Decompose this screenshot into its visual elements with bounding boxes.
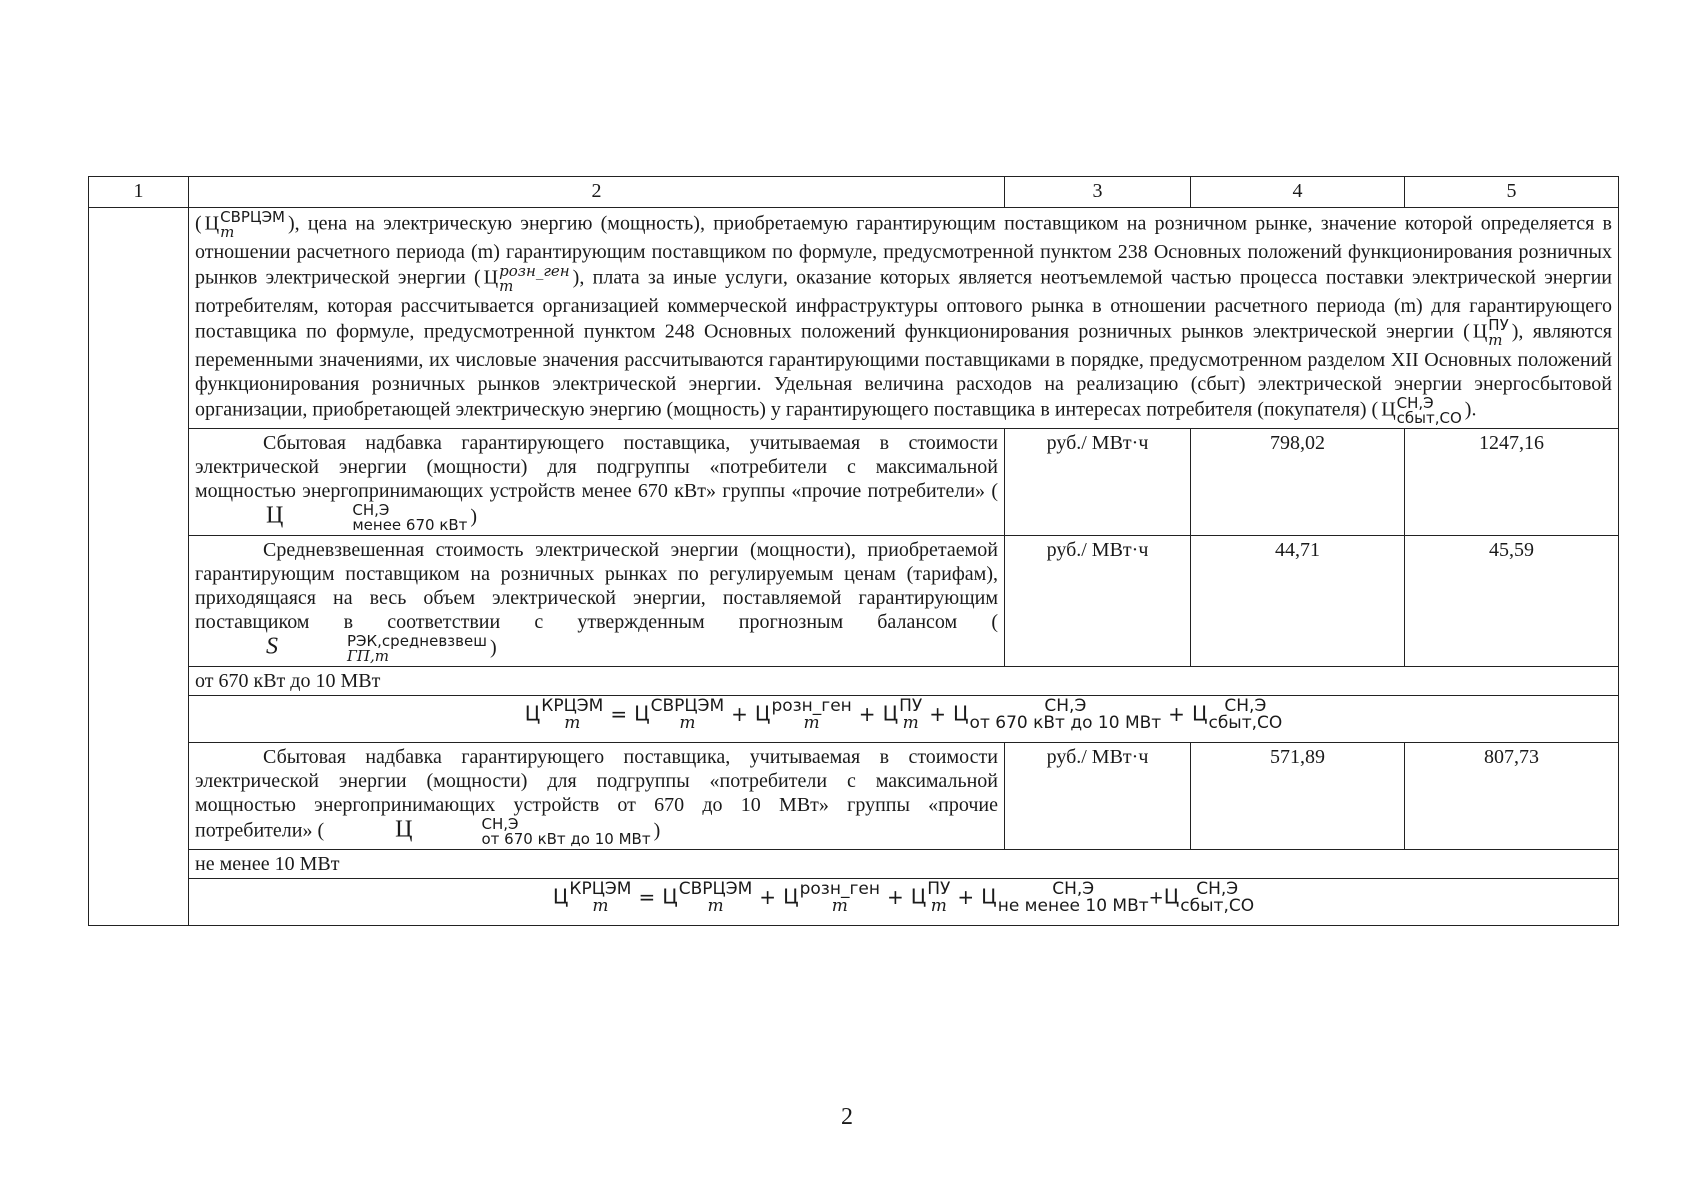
section-row: [89, 667, 1619, 696]
col-header-4: 4: [1191, 177, 1405, 208]
formula-less-670: Ц СН,Э менее 670 кВт: [266, 501, 468, 534]
table-row: [89, 536, 1619, 667]
col-header-1: 1: [89, 177, 189, 208]
table-row: [89, 743, 1619, 850]
col-header-2: 2: [189, 177, 1005, 208]
section-row: [89, 850, 1619, 879]
section-label: от 670 кВт до 10 МВт: [189, 667, 1619, 696]
intro-text: ( Ц СВРЦЭМ m ), цена на электрическую энергию (мощность), приобретаемую гарантирующим поставщиком на розничном рынке, значение которой определяется в отношении расчетного периода (m) гарантирующим поставщиком по формуле, предусмотренной пунктом 238 Основных положений функционирования розничных рынков электрической энергии ( Ц розн_ген m ), плата за иные услуги, оказание которых является неотъемлемой частью процесса поставки электрической энергии потребителям, которая рассчитывается организацией коммерческой инфраструктуры оптового рынка в отношении расчетного периода (m) для гарантирующего поставщика по формуле, предусмотренной пунктом 248 Основных положений функционирования розничных рынков электрической энергии ( Ц ПУ m ), являются переменными значениями, их числовые значения рассчитываются гарантирующими поставщиками в порядке, предусмотренном разделом XII Основных положений функционирования розничных рынков электрической энергии. Удельная величина расходов на реализацию (сбыт) электрической энергии энергосбытовой организации, приобретающей электрическую энергию (мощность) у гарантирующего поставщика в интересах потребителя (покупателя) ( Ц СН,Э сбыт,СО ).: [189, 208, 1619, 429]
row-description: Сбытовая надбавка гарантирующего поставщика, учитываемая в стоимости электрической энергии (мощности) для подгруппы «потребители с максимальной мощностью энергопринимающих устройств менее 670 кВт» группы «прочие потребители» (Ц СН,Э менее 670 кВт ): [189, 429, 1005, 536]
value-cell: 798,02: [1191, 429, 1405, 536]
formula-rozn-gen: Ц розн_ген m: [483, 262, 570, 295]
formula-svrcem: Ц СВРЦЭМ m: [204, 208, 285, 241]
col1-cell: [89, 208, 189, 926]
formula-670-10: Ц СН,Э от 670 кВт до 10 МВт: [395, 815, 651, 848]
formula-sbyt-co: Ц СН,Э сбыт,СО: [1381, 394, 1462, 427]
formula-row: [89, 696, 1619, 743]
table-row: [89, 429, 1619, 536]
formula-krcem-670: Ц КРЦЭМ m = Ц СВРЦЭМ m + Ц розн_ген m + Ц ПУ m + Ц СН,Э от 670 кВт до 10 МВт + Ц СН,Э сбыт,СО: [189, 696, 1619, 743]
intro-row: [89, 208, 1619, 429]
value-cell: 45,59: [1405, 536, 1619, 667]
value-cell: 571,89: [1191, 743, 1405, 850]
row-description: Средневзвешенная стоимость электрической энергии (мощности), приобретаемой гарантирующим поставщиком на розничных рынках по регулируемым ценам (тарифам), приходящаяся на весь объем электрической энергии, поставляемой гарантирующим поставщиком в соответствии с утвержденным прогнозным балансом (S РЭК,средневзвеш ГП,m ): [189, 536, 1005, 667]
col-header-3: 3: [1005, 177, 1191, 208]
value-cell: 1247,16: [1405, 429, 1619, 536]
formula-pu: Ц ПУ m: [1472, 316, 1509, 349]
formula-s-rek: S РЭК,средневзвеш ГП,m: [266, 632, 487, 665]
col-header-5: 5: [1405, 177, 1619, 208]
value-cell: 44,71: [1191, 536, 1405, 667]
page-number: 2: [841, 1104, 853, 1130]
tariff-table: [88, 176, 1619, 926]
section-label: не менее 10 МВт: [189, 850, 1619, 879]
value-cell: 807,73: [1405, 743, 1619, 850]
header-row: [89, 177, 1619, 208]
unit-cell: руб./ МВт·ч: [1005, 743, 1191, 850]
unit-cell: руб./ МВт·ч: [1005, 429, 1191, 536]
formula-krcem-10: Ц КРЦЭМ m = Ц СВРЦЭМ m + Ц розн_ген m + Ц ПУ m + Ц СН,Э не менее 10 МВт +Ц СН,Э сбыт,СО: [189, 879, 1619, 926]
row-description: Сбытовая надбавка гарантирующего поставщика, учитываемая в стоимости электрической энергии (мощности) для подгруппы «потребители с максимальной мощностью энергопринимающих устройств от 670 до 10 МВт» группы «прочие потребители» ( Ц СН,Э от 670 кВт до 10 МВт ): [189, 743, 1005, 850]
unit-cell: руб./ МВт·ч: [1005, 536, 1191, 667]
formula-row: [89, 879, 1619, 926]
